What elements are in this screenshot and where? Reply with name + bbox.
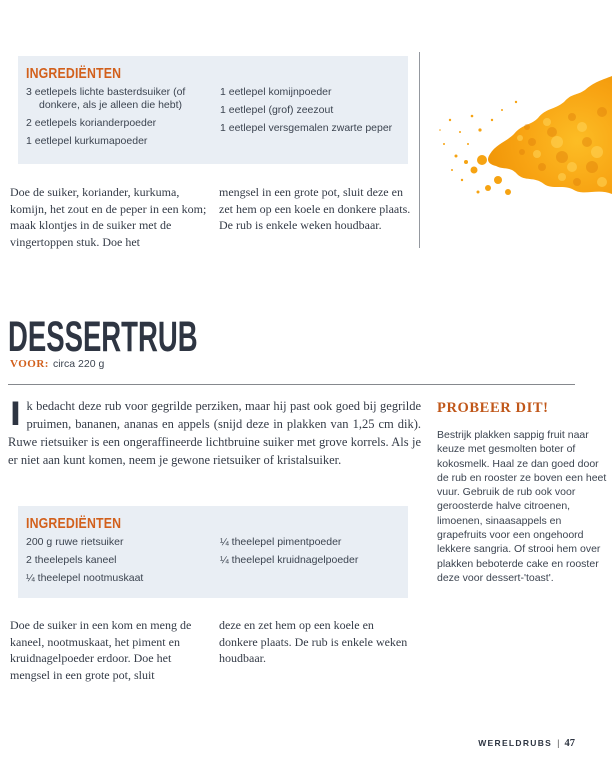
ingredients-column-right <box>220 86 405 140</box>
yield-value: circa 220 g <box>52 358 105 370</box>
ingredients-column-right <box>220 536 405 572</box>
ingredient-item: 1 eetlepel komijnpoeder <box>220 86 332 98</box>
try-this-sidebar <box>437 400 609 585</box>
ingredient-item: 1 eetlepel versgemalen zwarte peper <box>220 122 393 134</box>
page-footer <box>478 733 575 751</box>
recipe-title: DESSERTRUB <box>8 313 198 361</box>
instructions-column-left: Doe de suiker in een kom en meng de kaneel, nootmuskaat, het piment en kruidnagelpoeder erdoor. Doe het mengsel in een grote pot, sluit <box>10 618 192 682</box>
yield-label: VOOR: <box>10 358 49 370</box>
yield-line <box>10 358 104 370</box>
ingredient-item: ¼ theelepel nootmuskaat <box>26 572 144 584</box>
ingredient-item: 1 eetlepel kurkumapoeder <box>26 135 148 147</box>
horizontal-rule <box>8 384 575 385</box>
ingredient-item: ¼ theelepel pimentpoeder <box>220 536 342 548</box>
ingredients-column-left <box>26 536 216 590</box>
footer-page-number: 47 <box>564 738 575 749</box>
ingredient-item: 2 theelepels kaneel <box>26 554 117 566</box>
try-this-body: Bestrijk plakken sappig fruit naar keuze met gesmolten boter of kokosmelk. Haal ze dan goed door de rub en rooster ze boven een heet vuur. Gebruik de rub ook voor geroosterde halve citroenen, limoenen, sinaasappels en grapefruits voor een ongehoord lekkere sangria. Of strooi hem over plakken beboterde cake en rooster deze voor dessert-'toast'. <box>437 429 607 584</box>
vertical-divider <box>419 52 420 248</box>
ingredients-heading: INGREDIËNTEN <box>26 66 122 82</box>
ingredients-heading: INGREDIËNTEN <box>26 516 122 532</box>
footer-separator: | <box>557 738 560 748</box>
try-this-heading: PROBEER DIT! <box>437 400 549 416</box>
instructions-column-right: deze en zet hem op een koele en donkere plaats. De rub is enkele weken houdbaar. <box>219 618 408 665</box>
ingredients-column-left <box>26 86 216 153</box>
instructions-column-right: mengsel in een grote pot, sluit deze en zet hem op een koele en donkere plaats. De rub is enkele weken houdbaar. <box>219 185 411 232</box>
turmeric-powder-image <box>432 72 612 198</box>
ingredients-box-1 <box>18 56 408 164</box>
ingredient-item: ¼ theelepel kruidnagelpoeder <box>220 554 359 566</box>
recipe-intro <box>8 397 421 469</box>
ingredients-box-2 <box>18 506 408 598</box>
ingredient-item: 1 eetlepel (grof) zeezout <box>220 104 334 116</box>
ingredient-item: 2 eetlepels korianderpoeder <box>26 117 157 129</box>
drop-cap: I <box>10 395 21 433</box>
footer-section-name: WERELDRUBS <box>478 738 553 748</box>
ingredient-item: 200 g ruwe rietsuiker <box>26 536 124 548</box>
intro-text: k bedacht deze rub voor gegrilde perziken, maar hij past ook goed bij gegrilde pruimen, bananen, ananas en appels (snijd deze in plakken van 1,25 cm dik). Ruwe rietsuiker is een ongeraffineerde lichtbruine suiker met grove korrels. Als je er niet aan kunt komen, neem je gewone rietsuiker of kristalsuiker. <box>8 399 421 467</box>
instructions-column-left: Doe de suiker, koriander, kurkuma, komijn, het zout en de peper in een kom; maak klontjes in de suiker met de vingertoppen stuk. Doe het <box>10 185 207 249</box>
ingredient-item: 3 eetlepels lichte basterdsuiker (of donkere, als je alleen die hebt) <box>26 86 186 111</box>
